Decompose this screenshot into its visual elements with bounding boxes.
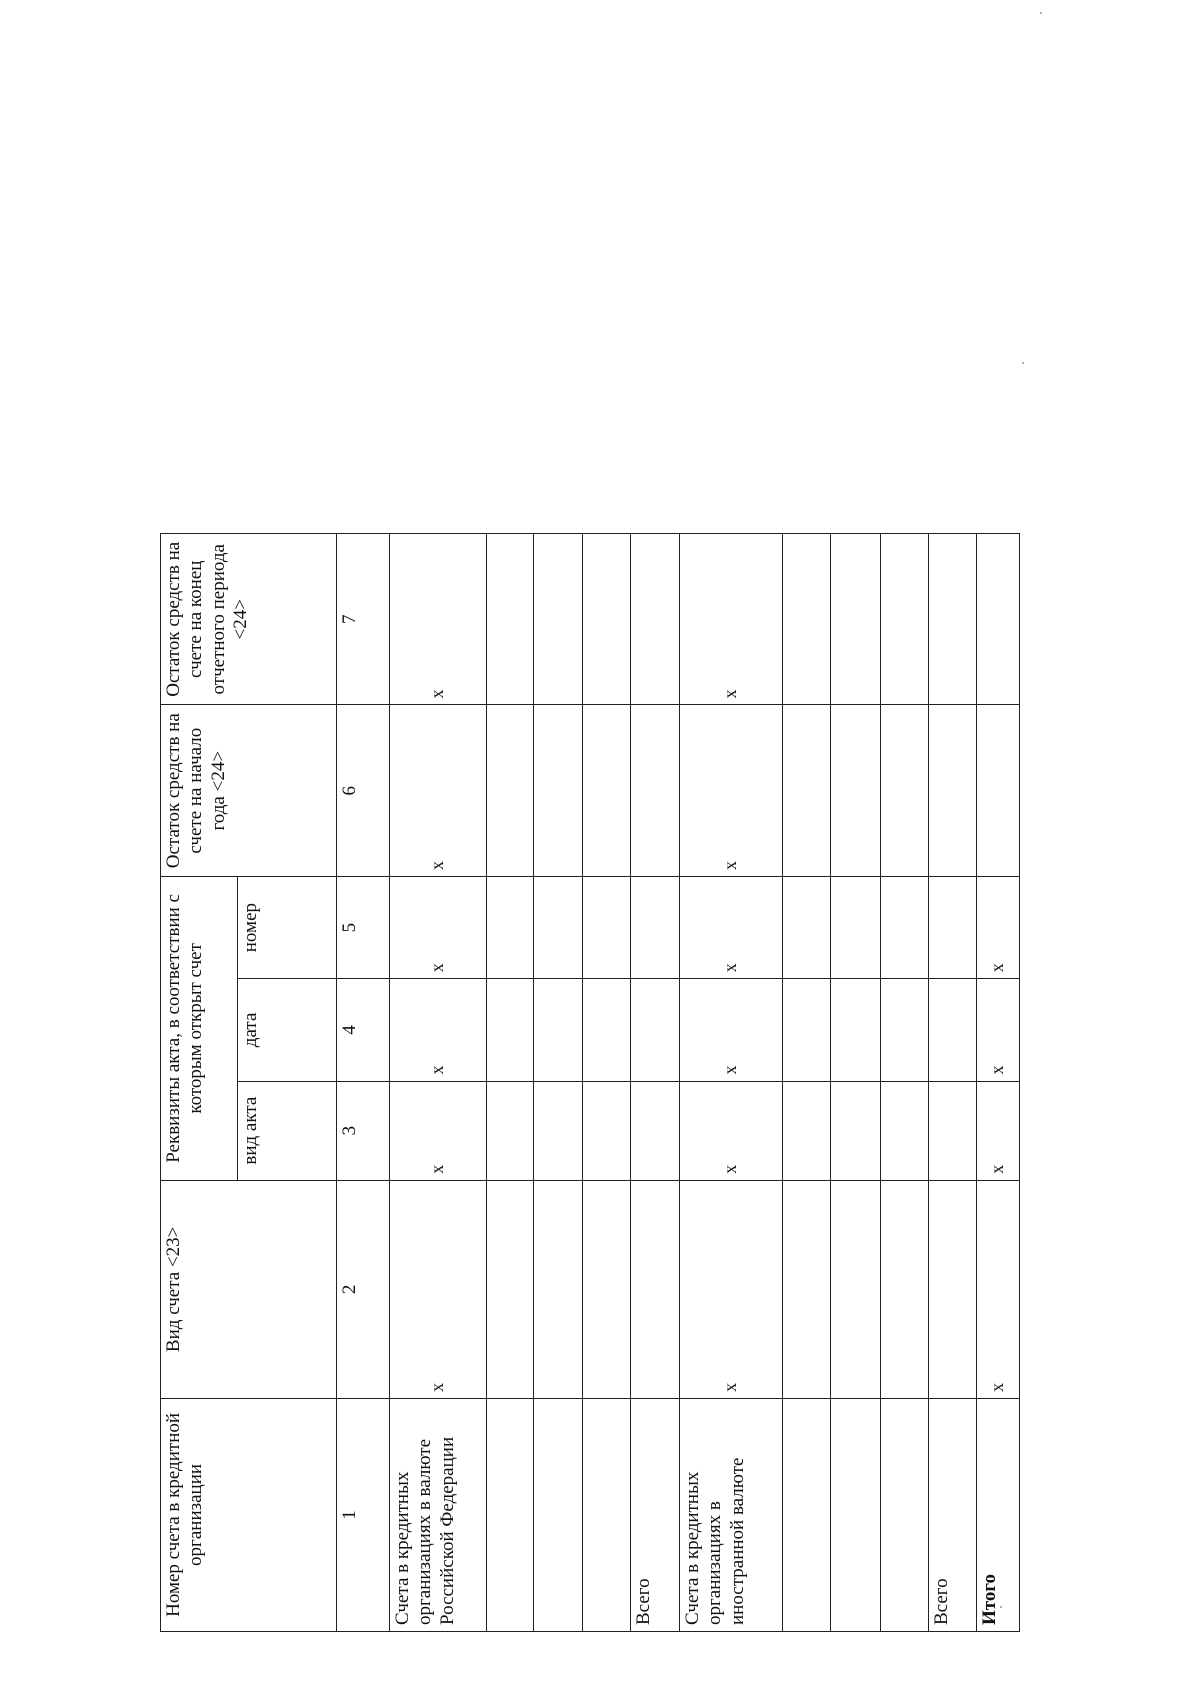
table-cell [783,1180,831,1398]
column-number: 7 [337,534,390,706]
header-balance-end: Остаток средств на счете на конец отчетного периода <24> [161,534,337,706]
row-label [486,1398,533,1631]
table-cell [390,1081,487,1180]
cross-mark: x [719,1382,740,1392]
table-cell [390,705,487,876]
cross-mark: x [986,1065,1007,1075]
table-cell [679,1180,782,1398]
table-cell [783,1081,831,1180]
table-cell [583,534,631,706]
table-cell [631,705,679,876]
table-cell [831,534,880,706]
scan-speck [1040,12,1042,14]
cross-mark: x [426,963,447,973]
column-number: 6 [337,705,390,876]
table-cell [486,705,533,876]
table-row [880,534,928,1632]
header-account-number: Номер счета в кредитной организации [161,1398,337,1631]
header-account-type: Вид счета <23> [161,1180,337,1398]
table-cell [880,705,928,876]
table-cell [977,1180,1020,1398]
table-row [486,534,533,1632]
table-row [583,534,631,1632]
table-cell [486,1081,533,1180]
cross-mark: x [426,1382,447,1392]
cross-mark: x [719,963,740,973]
table-cell [831,1180,880,1398]
table-cell [533,534,582,706]
table-cell [929,979,977,1081]
header-balance-start: Остаток средств на счете на начало года <24> [161,705,337,876]
table-cell [783,876,831,978]
section-fx-row [679,534,782,1632]
cross-mark: x [719,860,740,870]
column-number: 4 [337,979,390,1081]
table-cell [583,979,631,1081]
cross-mark: x [426,689,447,699]
column-number: 3 [337,1081,390,1180]
table-cell [783,705,831,876]
section-rub-row [390,534,487,1632]
table-cell [831,979,880,1081]
row-label [783,1398,831,1631]
table-cell [583,705,631,876]
cross-mark: x [426,1164,447,1174]
row-label [583,1398,631,1631]
cross-mark: x [719,689,740,699]
table-row [533,534,582,1632]
row-label: Итого [977,1398,1020,1631]
table-cell [486,534,533,706]
table-cell [831,1081,880,1180]
cross-mark: x [719,1164,740,1174]
scan-speck [1022,362,1024,364]
table-cell [631,876,679,978]
cross-mark: x [426,860,447,870]
row-label [533,1398,582,1631]
table-cell [631,979,679,1081]
row-label [880,1398,928,1631]
table-cell [631,534,679,706]
table-cell [783,534,831,706]
table-cell [533,876,582,978]
table-cell [631,1081,679,1180]
table-cell [583,876,631,978]
total-fx-row [929,534,977,1632]
row-label [831,1398,880,1631]
cross-mark: x [986,1164,1007,1174]
header-act-type: вид акта [238,1081,337,1180]
table-cell [783,979,831,1081]
header-act-requisites: Реквизиты акта, в соответствии с которым открыт счет [161,876,238,1180]
table-cell [831,876,880,978]
table-cell [929,705,977,876]
table-cell [977,1081,1020,1180]
table-cell [390,876,487,978]
header-act-date: дата [238,979,337,1081]
table-cell [977,534,1020,706]
total-rub-row [631,534,679,1632]
row-label: Всего [631,1398,679,1631]
table-cell [486,876,533,978]
table-row [831,534,880,1632]
table-cell [679,705,782,876]
table-cell [679,534,782,706]
table-cell [679,1081,782,1180]
table-cell [880,979,928,1081]
table-cell [977,876,1020,978]
row-label: Всего [929,1398,977,1631]
table-cell [486,979,533,1081]
row-label: Счета в кредитных организациях в иностранной валюте [679,1398,782,1631]
table-cell [583,1081,631,1180]
table-cell [533,705,582,876]
table-cell [390,1180,487,1398]
table-row [783,534,831,1632]
cross-mark: x [986,963,1007,973]
table-cell [880,1081,928,1180]
table-cell [929,534,977,706]
table-cell [977,705,1020,876]
table-cell [929,1081,977,1180]
table-cell [486,1180,533,1398]
table-cell [679,876,782,978]
cross-mark: x [986,1382,1007,1392]
table-cell [583,1180,631,1398]
table-cell [831,705,880,876]
header-act-number: номер [238,876,337,978]
table-cell [880,534,928,706]
table-cell [929,876,977,978]
header-row [161,534,238,1632]
accounts-table [160,533,1020,1632]
table-cell [679,979,782,1081]
table-cell [977,979,1020,1081]
row-label: Счета в кредитных организациях в валюте Российской Федерации [390,1398,487,1631]
table-cell [929,1180,977,1398]
table-cell [880,876,928,978]
cross-mark: x [719,1065,740,1075]
table-cell [880,1180,928,1398]
column-number: 1 [337,1398,390,1631]
table-cell [533,979,582,1081]
column-number: 5 [337,876,390,978]
table-cell [533,1081,582,1180]
grand-total-row [977,534,1020,1632]
table-cell [533,1180,582,1398]
column-number: 2 [337,1180,390,1398]
table-cell [631,1180,679,1398]
rotated-table-container [160,533,1020,1632]
cross-mark: x [426,1065,447,1075]
column-numbers-row [337,534,390,1632]
table-cell [390,534,487,706]
table-cell [390,979,487,1081]
